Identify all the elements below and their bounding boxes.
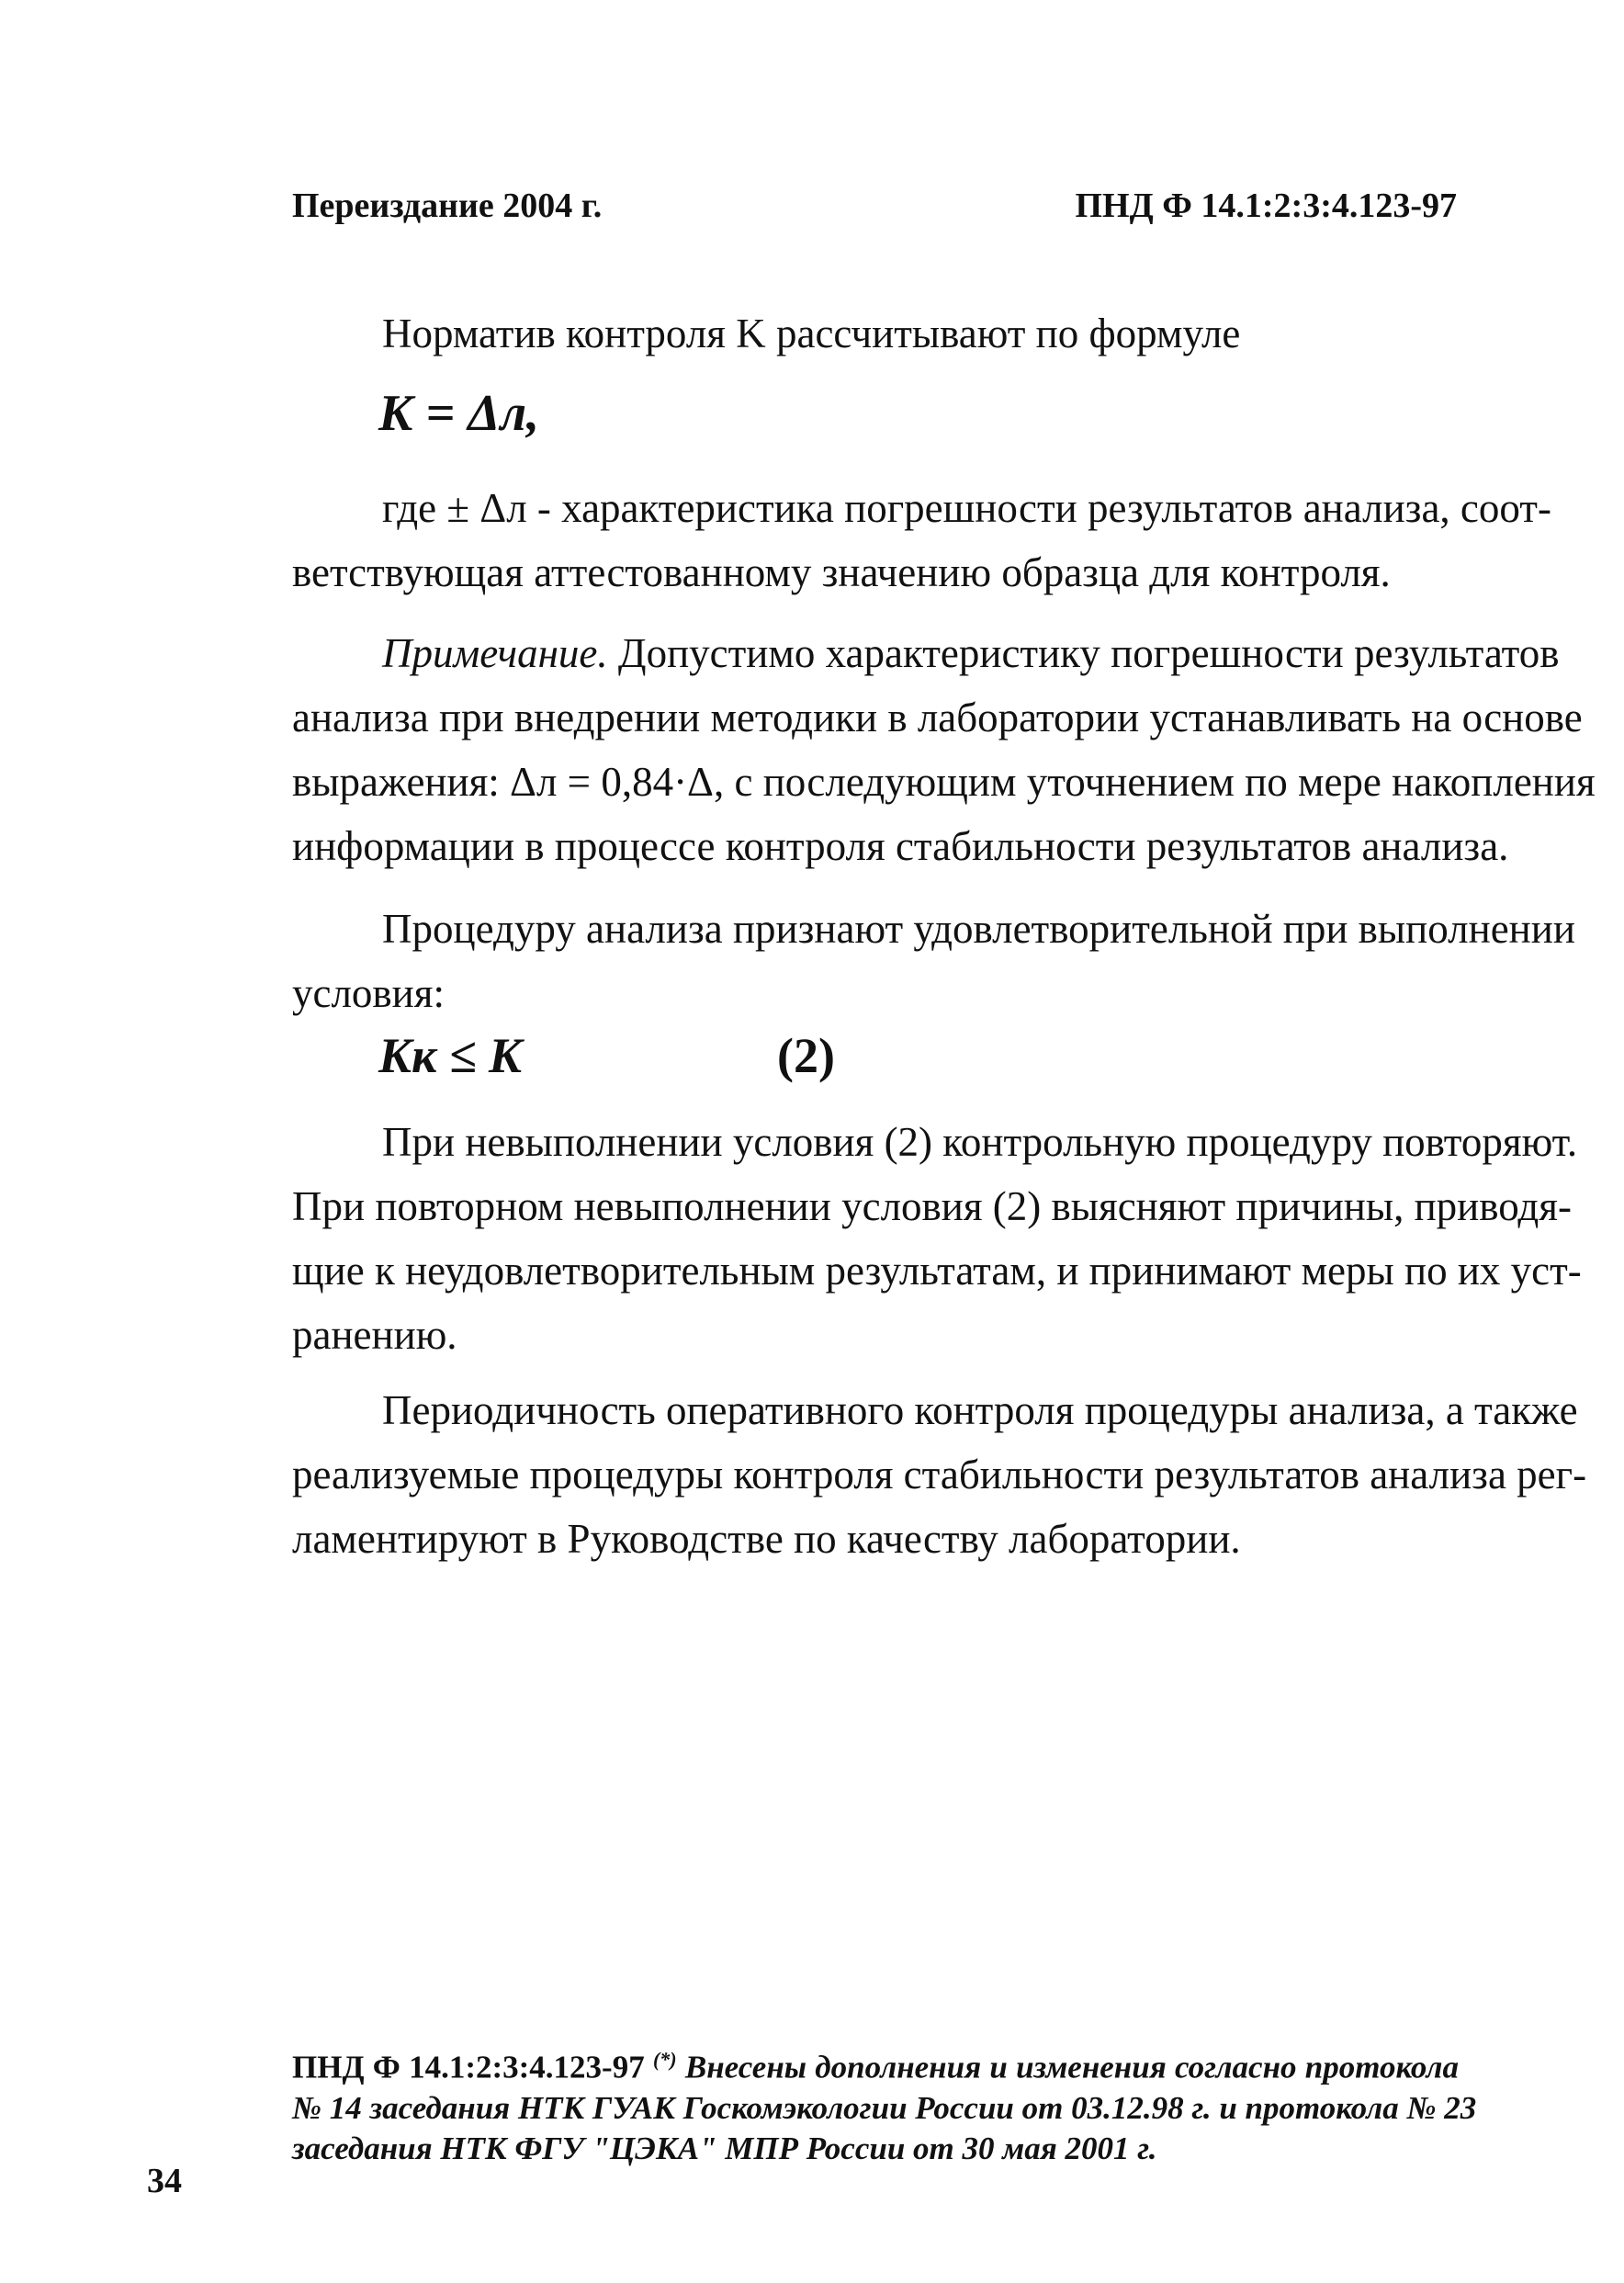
footnote bbox=[292, 2040, 1477, 2169]
condition-line-2: условия: bbox=[292, 970, 445, 1016]
page-number: 34 bbox=[147, 2162, 182, 2200]
header-left: Переиздание 2004 г. bbox=[292, 186, 603, 225]
failure-paragraph bbox=[292, 1110, 1582, 1367]
formula-intro-text: Норматив контроля K рассчитывают по формуле bbox=[382, 311, 1241, 356]
definition-paragraph bbox=[292, 476, 1551, 605]
failure-line-4: ранению. bbox=[292, 1312, 457, 1358]
condition-paragraph bbox=[292, 897, 1575, 1025]
periodicity-paragraph bbox=[292, 1378, 1587, 1571]
failure-line-3: щие к неудовлетворительным результатам, и принимают меры по их уст- bbox=[292, 1248, 1582, 1294]
footnote-line-1-text: Внесены дополнения и изменения согласно протокола bbox=[684, 2049, 1459, 2085]
footnote-code: ПНД Ф 14.1:2:3:4.123-97 bbox=[292, 2049, 645, 2085]
header-right: ПНД Ф 14.1:2:3:4.123-97 bbox=[1075, 186, 1457, 225]
formula-k: K = Δл, bbox=[378, 385, 540, 442]
note-label: Примечание. bbox=[382, 630, 608, 676]
condition-line-1: Процедуру анализа признают удовлетворительной при выполнении bbox=[382, 906, 1575, 952]
footnote-line-1 bbox=[292, 2040, 1459, 2088]
formula-intro bbox=[292, 301, 1459, 366]
failure-line-2: При повторном невыполнении условия (2) выясняют причины, приводя- bbox=[292, 1183, 1572, 1229]
footnote-mark: (*) bbox=[652, 2048, 677, 2071]
formula-2-expression: Kк ≤ K bbox=[378, 1028, 523, 1083]
periodicity-line-3: ламентируют в Руководстве по качеству лаборатории. bbox=[292, 1516, 1241, 1562]
note-line-1-text: Допустимо характеристику погрешности результатов bbox=[617, 630, 1560, 676]
note-line-4: информации в процессе контроля стабильности результатов анализа. bbox=[292, 823, 1509, 869]
definition-line-1: где ± Δл - характеристика погрешности результатов анализа, соот- bbox=[382, 485, 1551, 531]
note-line-1 bbox=[292, 621, 1560, 685]
failure-line-1: При невыполнении условия (2) контрольную процедуру повторяют. bbox=[382, 1119, 1578, 1165]
definition-line-2: ветствующая аттестованному значению образца для контроля. bbox=[292, 549, 1391, 595]
periodicity-line-1: Периодичность оперативного контроля процедуры анализа, а также bbox=[382, 1387, 1578, 1433]
footnote-line-3: заседания НТК ФГУ "ЦЭКА" МПР России от 30 мая 2001 г. bbox=[292, 2130, 1157, 2166]
footnote-line-2: № 14 заседания НТК ГУАК Госкомэкологии России от 03.12.98 г. и протокола № 23 bbox=[292, 2089, 1477, 2126]
periodicity-line-2: реализуемые процедуры контроля стабильности результатов анализа рег- bbox=[292, 1452, 1587, 1498]
note-line-3: выражения: Δл = 0,84·Δ, с последующим уточнением по мере накопления bbox=[292, 759, 1596, 805]
note-paragraph bbox=[292, 621, 1596, 878]
formula-2-number: (2) bbox=[777, 1028, 835, 1083]
note-line-2: анализа при внедрении методики в лаборатории устанавливать на основе bbox=[292, 695, 1583, 740]
